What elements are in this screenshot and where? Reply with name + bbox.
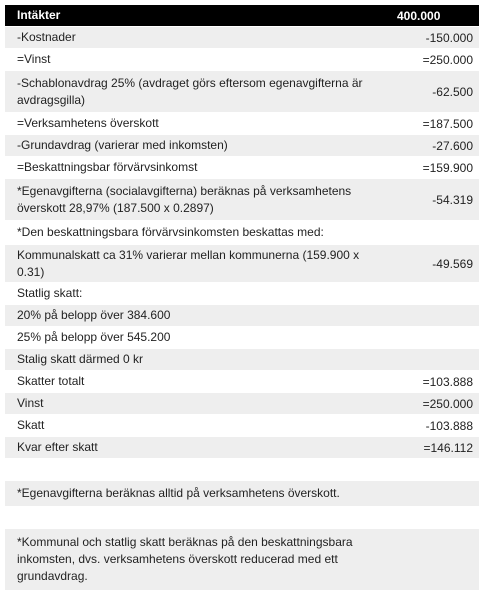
table-header-row [5, 5, 479, 27]
table-row [5, 305, 479, 327]
row-value: -27.600 [432, 138, 473, 153]
row-label: -Schablonavdrag 25% (avdraget görs eftersom egenavgifterna är avdragsgilla) [17, 75, 363, 107]
row-label: =Vinst [17, 52, 51, 66]
table-row [5, 71, 479, 113]
table-row [5, 327, 479, 349]
table-row-spacer [5, 459, 479, 481]
row-label: *Egenavgifterna (socialavgifterna) beräknas på verksamhetens överskott 28,97% (187.500 x 0.2897) [17, 183, 352, 215]
table-row [5, 221, 479, 245]
header-label: Intäkter [17, 8, 61, 22]
row-label: *Den beskattningsbara förvärvsinkomsten beskattas med: [17, 225, 324, 239]
table-row [5, 27, 479, 49]
table-row [5, 371, 479, 393]
row-value: -54.319 [432, 192, 473, 207]
row-value: =187.500 [422, 116, 473, 131]
row-value: -103.888 [425, 418, 473, 433]
row-value: =250.000 [422, 396, 473, 411]
row-label: Kvar efter skatt [17, 440, 98, 454]
table-row [5, 437, 479, 459]
table-row [5, 245, 479, 283]
row-value: =159.900 [422, 160, 473, 175]
row-label: Vinst [17, 396, 44, 410]
row-value: =103.888 [422, 374, 473, 389]
row-label: 25% på belopp över 545.200 [17, 330, 171, 344]
row-label: *Egenavgifterna beräknas alltid på verksamhetens överskott. [17, 486, 340, 500]
row-label: 20% på belopp över 384.600 [17, 308, 171, 322]
table-row [5, 283, 479, 305]
table-row-note [5, 481, 479, 507]
row-value: =146.112 [423, 440, 473, 455]
row-value: -150.000 [425, 30, 473, 45]
tax-calculation-table [5, 5, 479, 591]
table-row [5, 393, 479, 415]
row-value: -49.569 [432, 256, 473, 271]
row-label: Statlig skatt: [17, 286, 83, 300]
row-label: *Kommunal och statlig skatt beräknas på den beskattningsbara inkomsten, dvs. verksamhetens överskott reducerad med ett grundavdrag. [17, 535, 353, 583]
table-row [5, 415, 479, 437]
row-label: Skatter totalt [17, 374, 85, 388]
row-value: =250.000 [422, 52, 473, 67]
table-row [5, 113, 479, 135]
row-value: -62.500 [432, 84, 473, 99]
table-row [5, 349, 479, 371]
header-value: 400.000 [397, 8, 441, 23]
row-label: -Kostnader [17, 30, 76, 44]
row-label: Skatt [17, 418, 45, 432]
row-label: Stalig skatt därmed 0 kr [17, 352, 144, 366]
table-row [5, 135, 479, 157]
row-label: -Grundavdrag (varierar med inkomsten) [17, 138, 228, 152]
table-row [5, 49, 479, 71]
row-label: =Verksamhetens överskott [17, 116, 159, 130]
row-label: Kommunalskatt ca 31% varierar mellan kommunerna (159.900 x 0.31) [17, 247, 360, 279]
table-row-note [5, 529, 479, 591]
row-label: =Beskattningsbar förvärvsinkomst [17, 160, 198, 174]
table-row [5, 179, 479, 221]
table-row-spacer [5, 507, 479, 529]
table-row [5, 157, 479, 179]
